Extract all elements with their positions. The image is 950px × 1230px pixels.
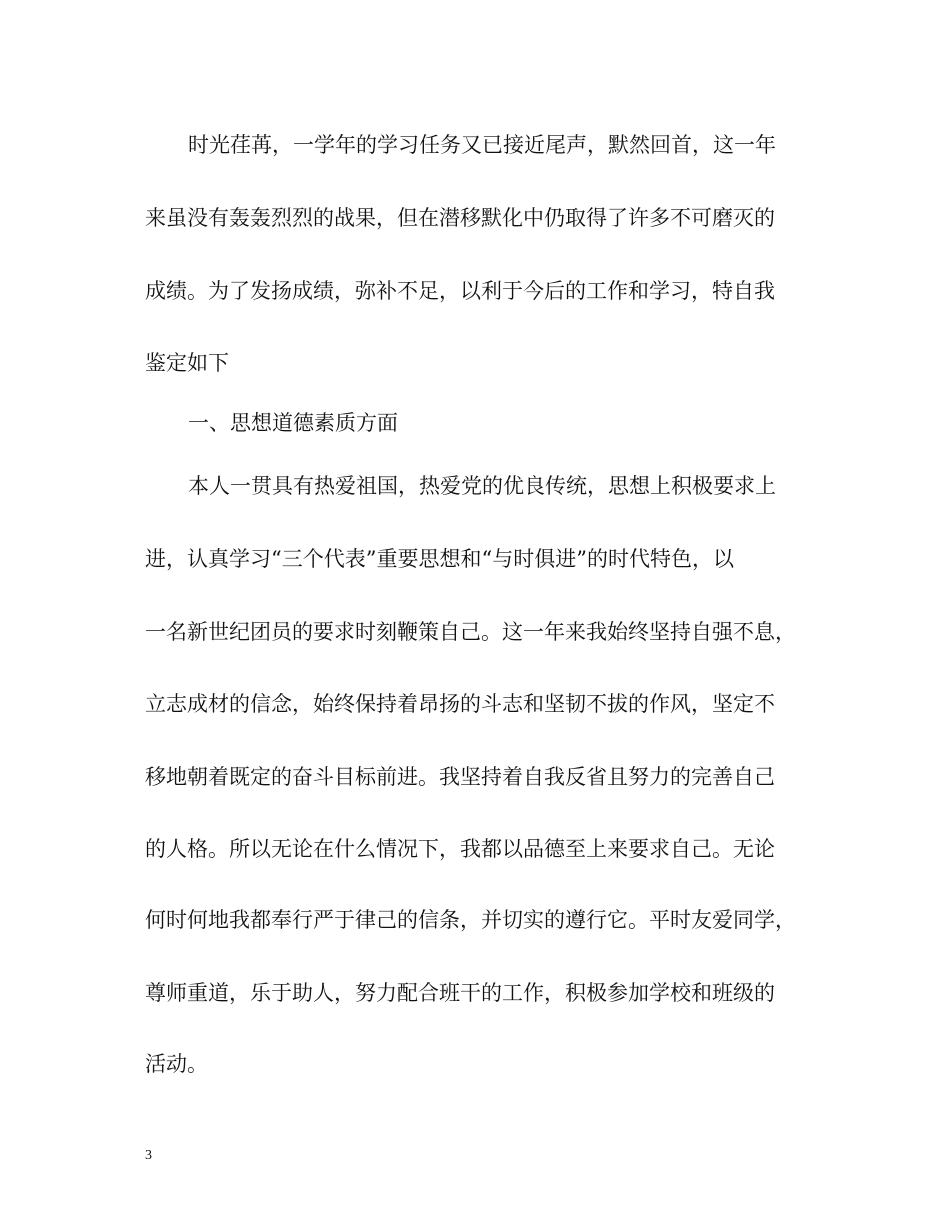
paragraph-1-line-1: 时光荏苒，一学年的学习任务又已接近尾声，默然回首，这一年 <box>188 133 776 157</box>
paragraph-2-line-9: 活动。 <box>145 1052 208 1076</box>
paragraph-2-line-8: 尊师重道，乐于助人，努力配合班干的工作，积极参加学校和班级的 <box>145 981 775 1005</box>
paragraph-1-line-3: 成绩。为了发扬成绩，弥补不足，以利于今后的工作和学习，特自我 <box>145 279 775 303</box>
paragraph-2-line-1: 本人一贯具有热爱祖国，热爱党的优良传统，思想上积极要求上 <box>188 474 776 498</box>
paragraph-2-line-6: 的人格。所以无论在什么情况下，我都以品德至上来要求自己。无论 <box>145 837 775 861</box>
paragraph-2-line-5: 移地朝着既定的奋斗目标前进。我坚持着自我反省且努力的完善自己 <box>145 765 775 789</box>
paragraph-2-line-2: 进，认真学习“三个代表”重要思想和“与时俱进”的时代特色，以 <box>145 547 734 571</box>
section-heading: 一、思想道德素质方面 <box>188 411 398 435</box>
paragraph-1-line-4: 鉴定如下 <box>145 351 229 375</box>
paragraph-1-line-2: 来虽没有轰轰烈烈的战果，但在潜移默化中仍取得了许多不可磨灭的 <box>145 206 775 230</box>
paragraph-2-line-3: 一名新世纪团员的要求时刻鞭策自己。这一年来我始终坚持自强不息， <box>145 620 796 644</box>
page-number: 3 <box>145 1148 152 1163</box>
paragraph-2-line-4: 立志成材的信念，始终保持着昂扬的斗志和坚韧不拔的作风，坚定不 <box>145 692 775 716</box>
paragraph-2-line-7: 何时何地我都奉行严于律己的信条，并切实的遵行它。平时友爱同学， <box>145 908 796 932</box>
